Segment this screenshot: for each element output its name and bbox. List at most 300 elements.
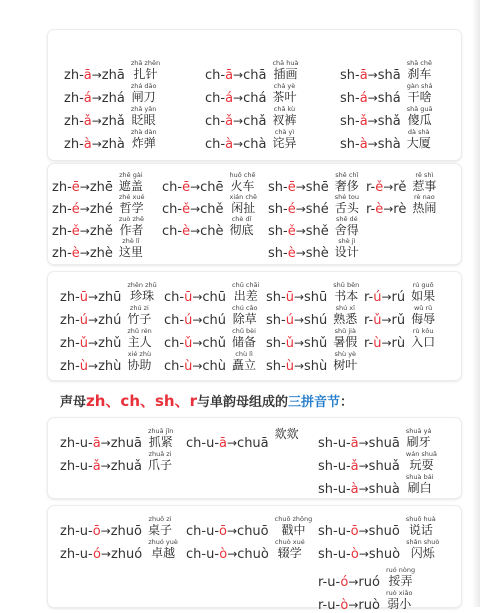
syllable-formula [205, 137, 266, 152]
initial-part: ch- [164, 313, 185, 328]
initial-part: sh-u- [318, 524, 351, 539]
syllable-formula [340, 68, 401, 83]
arrow-icon: → [226, 436, 238, 450]
final-vowel: ǔ [79, 336, 89, 351]
example-pinyin: zhá dāo [130, 82, 157, 90]
arrow-icon: → [381, 313, 392, 327]
final-vowel: ú [373, 290, 382, 305]
result-syllable: zhuā [110, 436, 142, 451]
initial-part: zh-u- [60, 436, 93, 451]
arrow-icon: → [91, 68, 102, 82]
example-word [119, 237, 143, 259]
result-syllable: chā [243, 68, 267, 83]
example-pinyin: zhē gài [119, 171, 143, 179]
final-vowel: ā [350, 436, 359, 451]
example-word [333, 327, 357, 349]
result-syllable: shū [304, 290, 328, 305]
result-syllable: rú [391, 290, 406, 305]
example-pinyin: zuò zhě [118, 215, 144, 223]
result-syllable: chē [200, 180, 224, 195]
example-pinyin: zhǎ yǎn [130, 105, 157, 113]
final-vowel: ū [184, 290, 193, 305]
example-word [148, 427, 173, 449]
example-hanzi: 遮盖 [118, 179, 143, 193]
arrow-icon: → [383, 180, 394, 194]
result-syllable: zhě [89, 224, 113, 239]
final-vowel: è [182, 224, 191, 239]
syllable-formula [364, 313, 405, 328]
final-vowel: ǎ [92, 459, 101, 474]
result-syllable: chuò [237, 547, 269, 562]
initial-part: zh- [60, 290, 80, 305]
syllable-formula [60, 547, 142, 562]
example-hanzi: 入口 [411, 335, 436, 349]
final-vowel: ǔ [184, 336, 193, 351]
final-vowel: ù [79, 359, 89, 374]
arrow-icon: → [358, 524, 369, 538]
initial-part: sh- [268, 202, 288, 217]
example-pinyin: ruó nòng [385, 566, 416, 574]
example-word [232, 304, 257, 326]
final-vowel: ě [287, 224, 296, 239]
example-pinyin: gàn shá [406, 82, 433, 90]
arrow-icon: → [192, 313, 203, 327]
final-vowel: ó [92, 547, 101, 562]
arrow-icon: → [358, 482, 369, 496]
initial-part: zh-u- [60, 547, 93, 562]
arrow-icon: → [226, 524, 238, 538]
example-word [411, 281, 435, 303]
syllable-formula [318, 524, 400, 539]
example-word [232, 327, 256, 349]
syllable-formula [340, 91, 401, 106]
example-word [148, 515, 172, 537]
result-syllable: shuō [368, 524, 400, 539]
syllable-formula [318, 598, 380, 613]
final-vowel: á [359, 91, 368, 106]
example-hanzi: 诧异 [272, 136, 297, 150]
example-pinyin: zhuǎ zi [148, 450, 172, 458]
example-word [406, 427, 432, 449]
syllable-formula [205, 91, 266, 106]
result-syllable: shuò [368, 547, 401, 562]
final-vowel: ú [184, 313, 193, 328]
example-pinyin: rè nao [414, 193, 435, 201]
syllable-formula [52, 202, 113, 217]
example-word [407, 59, 432, 81]
syllable-formula [268, 202, 329, 217]
result-syllable: zhā [101, 68, 125, 83]
example-pinyin: dà shà [407, 128, 430, 136]
example-word [411, 327, 435, 349]
result-syllable: zhuǎ [110, 459, 142, 474]
arrow-icon: → [295, 202, 306, 216]
final-vowel: é [287, 202, 296, 217]
result-syllable: shè [305, 246, 329, 261]
result-syllable: shé [305, 202, 329, 217]
result-syllable: zhuō [110, 524, 142, 539]
final-vowel: ó [340, 575, 349, 590]
example-hanzi: 作者 [119, 223, 144, 237]
example-pinyin: chuō zhōng [274, 515, 313, 523]
final-vowel: ò [340, 598, 349, 613]
final-vowel: ā [83, 68, 92, 83]
example-word [272, 105, 296, 127]
example-word [272, 82, 296, 104]
initial-part: zh- [52, 246, 72, 261]
example-word [406, 515, 436, 537]
syllable-formula [60, 459, 142, 474]
syllable-formula [186, 547, 269, 562]
example-word [412, 171, 436, 193]
example-word [333, 281, 359, 303]
syllable-formula [60, 336, 121, 351]
arrow-icon: → [367, 68, 378, 82]
example-pinyin: chú cǎo [232, 304, 258, 312]
example-word [272, 59, 298, 81]
final-vowel: á [83, 91, 92, 106]
syllable-formula [164, 336, 226, 351]
final-vowel: ē [287, 180, 296, 195]
example-pinyin: zhuā jǐn [148, 427, 174, 435]
result-syllable: rě [393, 180, 407, 195]
example-hanzi: 弱小 [387, 597, 412, 611]
example-word [232, 350, 256, 372]
heading-initials: zh、ch、sh、r [86, 392, 197, 410]
arrow-icon: → [348, 598, 359, 612]
example-hanzi: 出差 [233, 289, 258, 303]
example-hanzi: 闲扯 [231, 201, 256, 215]
initial-part: ch- [205, 114, 226, 129]
arrow-icon: → [293, 313, 305, 327]
example-hanzi: 舌头 [334, 201, 359, 215]
final-vowel: ě [375, 180, 384, 195]
example-pinyin: chā huà [272, 59, 299, 67]
arrow-icon: → [192, 290, 203, 304]
initial-part: ch-u- [186, 547, 220, 562]
syllable-formula [164, 313, 226, 328]
final-vowel: à [225, 137, 234, 152]
example-hanzi: 哲学 [119, 201, 144, 215]
initial-part: sh-u- [318, 482, 351, 497]
syllable-formula [162, 202, 224, 217]
final-vowel: ǔ [285, 336, 294, 351]
example-hanzi: 扎针 [133, 67, 158, 81]
example-hanzi: 主人 [127, 335, 152, 349]
arrow-icon: → [190, 224, 201, 238]
example-hanzi: 刷白 [407, 481, 432, 495]
arrow-icon: → [192, 359, 203, 373]
example-pinyin: chá yè [273, 82, 296, 90]
result-syllable: chě [200, 202, 224, 217]
result-syllable: shù [304, 359, 328, 374]
final-vowel: ù [373, 336, 382, 351]
arrow-icon: → [358, 547, 369, 561]
example-hanzi: 舍得 [334, 223, 359, 237]
example-word [148, 538, 178, 560]
example-hanzi: 书本 [334, 289, 359, 303]
result-syllable: chū [202, 290, 227, 305]
example-pinyin: zhà dàn [130, 128, 157, 136]
example-pinyin: chà yì [274, 128, 295, 136]
example-word [406, 473, 434, 495]
final-vowel: è [71, 246, 80, 261]
arrow-icon: → [100, 547, 111, 561]
final-vowel: à [350, 482, 359, 497]
example-word [275, 427, 299, 441]
result-syllable: chà [243, 137, 267, 152]
initial-part: sh- [266, 336, 286, 351]
example-hanzi: 侮辱 [411, 312, 436, 326]
example-hanzi: 干啥 [407, 90, 432, 104]
example-word [127, 281, 156, 303]
result-syllable: zhù [98, 359, 122, 374]
example-pinyin: shú xī [335, 304, 355, 312]
syllable-formula [266, 290, 327, 305]
example-hanzi: 珍珠 [130, 289, 155, 303]
example-hanzi: 抓紧 [148, 435, 173, 449]
example-pinyin: zhè lǐ [122, 237, 140, 245]
example-pinyin: shé tou [334, 193, 359, 201]
result-syllable: rǔ [391, 313, 406, 328]
result-syllable: zhǎ [101, 114, 125, 129]
result-syllable: zhǔ [98, 336, 122, 351]
example-hanzi: 插画 [273, 67, 298, 81]
example-pinyin: chuò xué [274, 538, 305, 546]
example-pinyin: zhuō zi [148, 515, 172, 523]
final-vowel: ā [219, 436, 227, 451]
initial-part: zh- [64, 137, 84, 152]
result-syllable: zhū [98, 290, 122, 305]
result-syllable: rù [391, 336, 406, 351]
initial-part: sh- [340, 137, 360, 152]
example-word [232, 281, 259, 303]
final-vowel: á [225, 91, 234, 106]
syllable-formula [186, 436, 269, 451]
result-syllable: chǎ [243, 114, 267, 129]
result-syllable: zhà [101, 137, 125, 152]
syllable-formula [266, 313, 327, 328]
example-word [230, 215, 254, 237]
initial-part: sh- [340, 114, 360, 129]
example-pinyin: zhú zi [129, 304, 149, 312]
initial-part: sh- [268, 224, 288, 239]
example-pinyin: zhé xué [118, 193, 145, 201]
example-hanzi: 矗立 [232, 358, 257, 372]
result-syllable: shǎ [377, 114, 401, 129]
result-syllable: shǔ [304, 336, 328, 351]
syllable-formula [364, 336, 405, 351]
final-vowel: ā [359, 68, 368, 83]
example-hanzi: 爪子 [148, 458, 173, 472]
heading-suffix: ： [340, 395, 354, 410]
result-syllable: zhé [89, 202, 113, 217]
result-syllable: chú [202, 313, 227, 328]
syllable-formula [60, 359, 121, 374]
syllable-formula [366, 202, 406, 217]
syllable-formula [340, 137, 401, 152]
initial-part: sh- [268, 180, 288, 195]
example-word [407, 82, 433, 104]
example-pinyin: shuā yá [405, 427, 432, 435]
initial-part: zh- [64, 68, 84, 83]
arrow-icon: → [192, 336, 203, 350]
arrow-icon: → [367, 114, 378, 128]
result-syllable: zhē [89, 180, 113, 195]
initial-part: zh- [60, 359, 80, 374]
example-word [230, 171, 256, 193]
initial-part: ch-u- [186, 524, 220, 539]
result-syllable: ruó [358, 575, 380, 590]
arrow-icon: → [100, 524, 111, 538]
example-hanzi: 闪烁 [410, 546, 435, 560]
initial-part: r- [364, 290, 374, 305]
example-word [407, 128, 431, 150]
syllable-formula [164, 359, 226, 374]
example-hanzi: 惹事 [412, 179, 437, 193]
arrow-icon: → [367, 91, 378, 105]
example-pinyin: shù yè [334, 350, 357, 358]
final-vowel: ǔ [373, 313, 382, 328]
result-syllable: chè [200, 224, 224, 239]
arrow-icon: → [100, 436, 111, 450]
initial-part: ch- [162, 224, 183, 239]
example-hanzi: 设计 [334, 245, 359, 259]
example-word [335, 237, 359, 259]
initial-part: ch- [164, 359, 185, 374]
heading-prefix: 声母 [60, 395, 87, 410]
result-syllable: chù [202, 359, 227, 374]
result-syllable: zhú [98, 313, 122, 328]
final-vowel: ě [182, 202, 191, 217]
initial-part: r- [366, 202, 376, 217]
final-vowel: ú [79, 313, 89, 328]
example-hanzi: 卓越 [151, 546, 176, 560]
syllable-formula [162, 224, 224, 239]
example-word [333, 304, 357, 326]
final-vowel: è [375, 202, 384, 217]
example-pinyin: shǎn shuò [406, 538, 440, 546]
example-pinyin: shū běn [333, 281, 360, 289]
syllable-formula [366, 180, 406, 195]
final-vowel: ě [71, 224, 80, 239]
initial-part: zh- [52, 224, 72, 239]
initial-part: ch- [162, 202, 183, 217]
example-word [275, 515, 313, 537]
syllable-formula [268, 246, 329, 261]
example-hanzi: 如果 [411, 289, 436, 303]
syllable-formula [60, 524, 142, 539]
example-pinyin: shā chē [406, 59, 432, 67]
example-pinyin: shǎ guā [406, 105, 433, 113]
syllable-formula [268, 180, 329, 195]
syllable-formula [268, 224, 329, 239]
result-syllable: shá [377, 91, 401, 106]
final-vowel: é [71, 202, 80, 217]
example-word [131, 105, 157, 127]
syllable-formula [205, 68, 266, 83]
result-syllable: zhá [101, 91, 125, 106]
initial-part: ch-u- [186, 436, 220, 451]
result-syllable: shuǎ [368, 459, 400, 474]
arrow-icon: → [295, 246, 306, 260]
initial-part: sh-u- [318, 436, 351, 451]
initial-part: sh- [340, 68, 360, 83]
example-pinyin: huǒ chē [229, 171, 256, 179]
initial-part: zh- [52, 180, 72, 195]
example-hanzi: 这里 [118, 245, 143, 259]
initial-part: sh-u- [318, 547, 351, 562]
final-vowel: ǎ [83, 114, 92, 129]
initial-part: zh- [60, 313, 80, 328]
result-syllable: shà [377, 137, 401, 152]
final-vowel: ò [350, 547, 359, 562]
syllable-formula [52, 224, 113, 239]
final-vowel: ū [285, 290, 294, 305]
example-pinyin: chū chāi [232, 281, 260, 289]
example-hanzi: 熟悉 [333, 312, 358, 326]
example-pinyin: wán shuǎ [405, 450, 437, 458]
arrow-icon: → [383, 202, 394, 216]
arrow-icon: → [79, 180, 90, 194]
final-vowel: à [359, 137, 368, 152]
example-hanzi: 挼弄 [388, 574, 413, 588]
example-hanzi: 彻底 [229, 223, 254, 237]
example-hanzi: 戳中 [281, 523, 306, 537]
example-word [411, 304, 435, 326]
syllable-formula [266, 336, 327, 351]
initial-part: r- [364, 336, 374, 351]
example-pinyin: xián chě [229, 193, 258, 201]
syllable-formula [52, 180, 113, 195]
example-pinyin: ruò xiǎo [385, 589, 413, 597]
example-hanzi: 炸弹 [131, 136, 156, 150]
example-hanzi: 除草 [232, 312, 257, 326]
result-syllable: shě [305, 224, 329, 239]
syllable-formula [64, 91, 125, 106]
example-hanzi: 协助 [127, 358, 152, 372]
arrow-icon: → [233, 137, 244, 151]
arrow-icon: → [233, 68, 244, 82]
initial-part: r- [366, 180, 376, 195]
result-syllable: chuō [237, 524, 269, 539]
arrow-icon: → [233, 91, 244, 105]
syllable-formula [64, 114, 125, 129]
arrow-icon: → [293, 290, 305, 304]
arrow-icon: → [88, 359, 99, 373]
initial-part: r-u- [318, 598, 341, 613]
initial-part: ch- [205, 91, 226, 106]
example-word [335, 171, 359, 193]
example-word [127, 327, 151, 349]
heading-highlight: 三拼音节 [288, 395, 341, 410]
example-pinyin: shǔ jià [334, 327, 356, 335]
initial-part: sh- [266, 313, 286, 328]
example-hanzi: 眨眼 [131, 113, 156, 127]
example-pinyin: zhuó yuè [148, 538, 178, 546]
initial-part: sh- [268, 246, 288, 261]
initial-part: r-u- [318, 575, 341, 590]
example-word [119, 193, 145, 215]
example-hanzi: 热闹 [412, 201, 437, 215]
arrow-icon: → [348, 575, 359, 589]
example-pinyin: chǎ kù [273, 105, 296, 113]
syllable-formula [186, 524, 269, 539]
example-pinyin: xié zhù [127, 350, 152, 358]
initial-part: zh- [52, 202, 72, 217]
syllable-formula [60, 290, 121, 305]
example-word [119, 171, 143, 193]
